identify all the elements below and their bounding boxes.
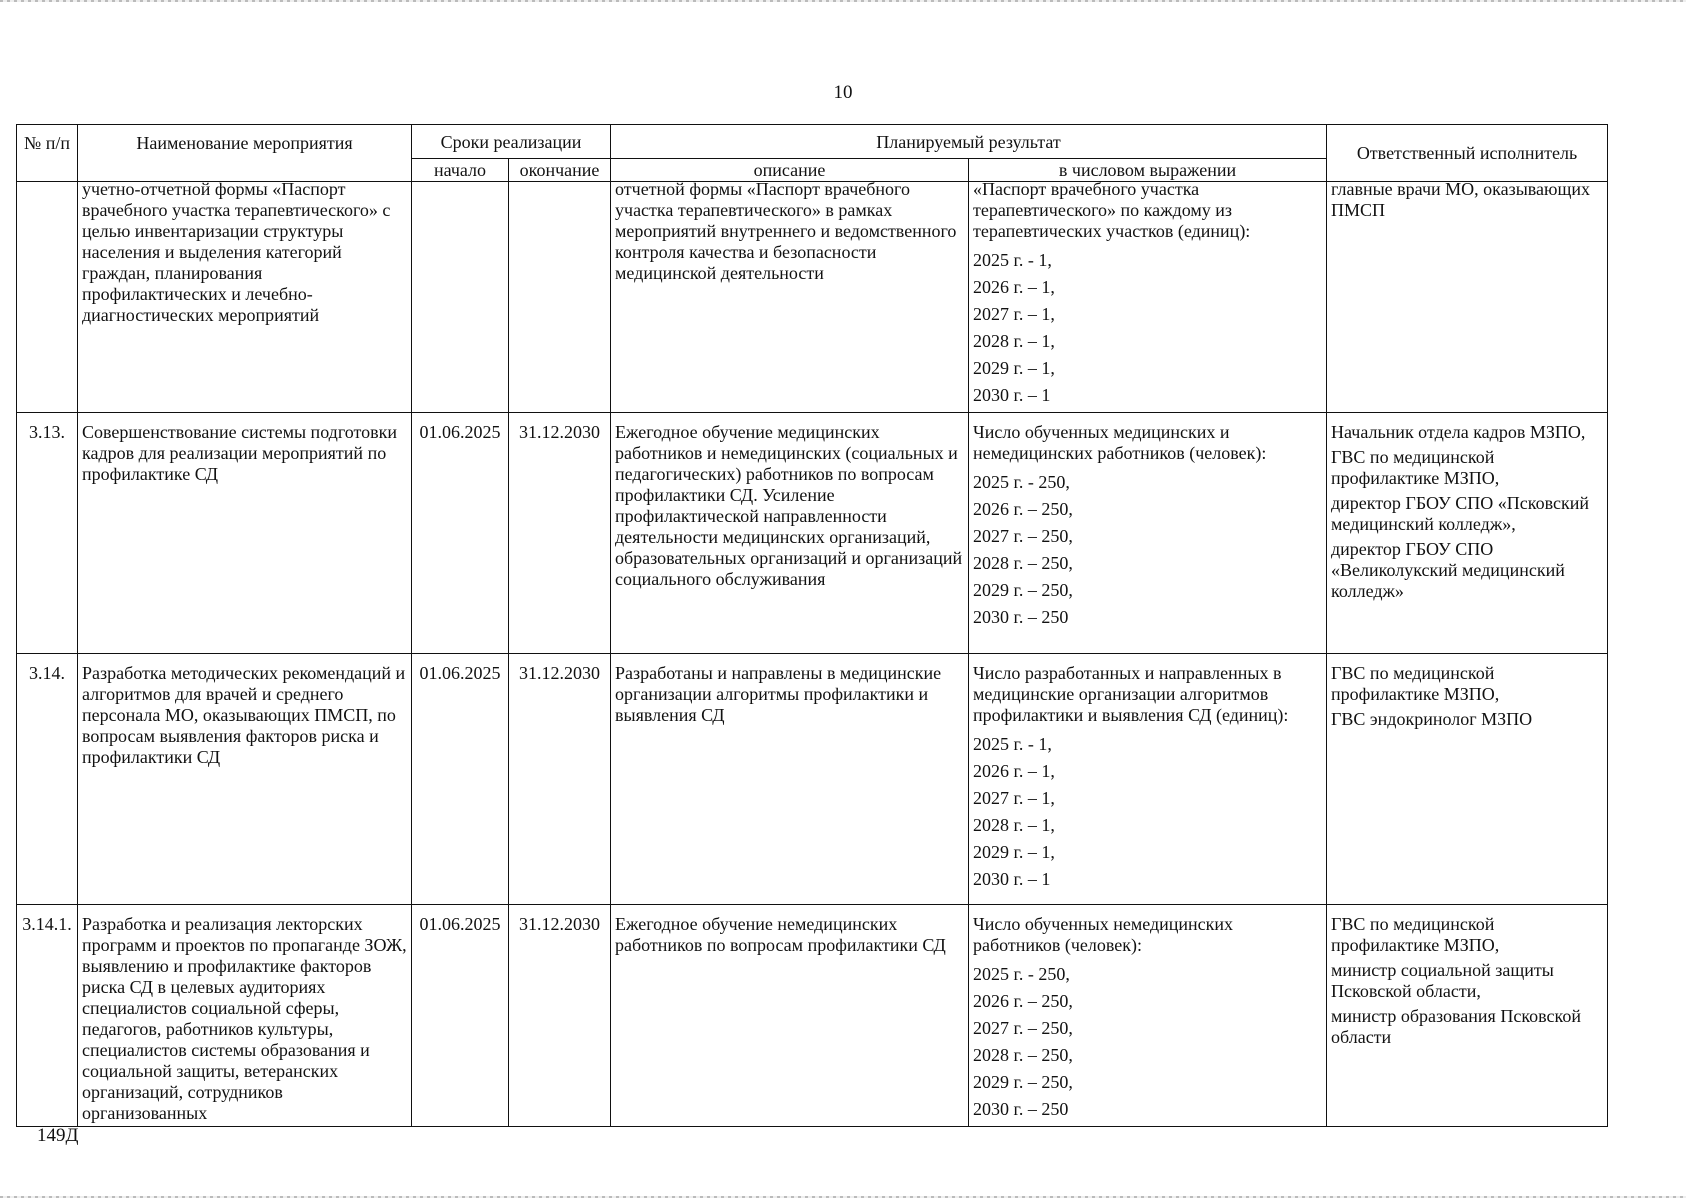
scan-edge-bottom: [0, 1196, 1686, 1198]
header-responsible: Ответственный исполнитель: [1327, 125, 1608, 182]
result-description: Ежегодное обучение медицинских работников и немедицинских (социальных и педагогических) работников по вопросам профилактики СД. Усиление профилактической направленности деятельности медицинских организаций, образовательных организаций и организаций социального обслуживания: [615, 422, 963, 589]
year-value: 2030 г. – 250: [973, 607, 1069, 627]
year-value: 2027 г. – 1,: [973, 788, 1055, 808]
responsible-item: ГВС по медицинской профилактике МЗПО,: [1331, 447, 1500, 488]
year-value: 2029 г. – 250,: [973, 580, 1073, 600]
start-date: [412, 182, 509, 413]
table-row: [17, 182, 1608, 413]
header-number: № п/п: [17, 125, 78, 182]
header-terms: Сроки реализации: [412, 125, 611, 159]
year-value: 2026 г. – 250,: [973, 499, 1073, 519]
result-description: Ежегодное обучение немедицинских работников по вопросам профилактики СД: [615, 914, 946, 955]
year-value: 2026 г. – 1,: [973, 277, 1055, 297]
year-value: 2029 г. – 250,: [973, 1072, 1073, 1092]
header-start: начало: [412, 159, 509, 182]
header-planned-result: Планируемый результат: [611, 125, 1327, 159]
numeric-result-text: «Паспорт врачебного участка терапевтического» по каждому из терапевтических участков (единиц):: [973, 179, 1251, 241]
year-value: 2025 г. - 1,: [973, 250, 1052, 270]
year-value: 2028 г. – 1,: [973, 815, 1055, 835]
year-value: 2026 г. – 1,: [973, 761, 1055, 781]
numeric-result-text: Число обученных немедицинских работников (человек):: [973, 914, 1234, 955]
header-numeric: в числовом выражении: [969, 159, 1327, 182]
header-description: описание: [611, 159, 969, 182]
end-date: 31.12.2030: [509, 905, 611, 1127]
responsible-item: ГВС по медицинской профилактике МЗПО,: [1331, 663, 1500, 704]
year-value: 2030 г. – 1: [973, 385, 1051, 405]
document-code: 149Д: [37, 1125, 79, 1146]
year-value: 2025 г. - 1,: [973, 734, 1052, 754]
result-description: Разработаны и направлены в медицинские организации алгоритмы профилактики и выявления СД: [615, 663, 942, 725]
table-row: [17, 654, 1608, 905]
numeric-result-text: Число разработанных и направленных в медицинские организации алгоритмов профилактики и выявления СД (единиц):: [973, 663, 1289, 725]
end-date: [509, 182, 611, 413]
responsible-list: [1331, 415, 1603, 602]
responsible-item: ГВС по медицинской профилактике МЗПО,: [1331, 914, 1500, 955]
header-end: окончание: [509, 159, 611, 182]
year-value: 2030 г. – 1: [973, 869, 1051, 889]
year-value: 2029 г. – 1,: [973, 358, 1055, 378]
year-value: 2026 г. – 250,: [973, 991, 1073, 1011]
yearly-values: [973, 247, 1322, 409]
yearly-values: [973, 731, 1322, 893]
year-value: 2025 г. - 250,: [973, 472, 1070, 492]
responsible-item: директор ГБОУ СПО «Великолукский медицинский колледж»: [1331, 539, 1565, 601]
responsible-list: [1331, 907, 1603, 1048]
event-name: Разработка и реализация лекторских программ и проектов по пропаганде ЗОЖ, выявлению и профилактике факторов риска СД в целевых аудиториях специалистов социальной сферы, педагогов, работников культуры, специалистов системы образования и социальной защиты, ветеранских организаций, сотрудников организованных: [82, 914, 407, 1123]
start-date: 01.06.2025: [412, 654, 509, 905]
end-date: 31.12.2030: [509, 654, 611, 905]
year-value: 2027 г. – 250,: [973, 526, 1073, 546]
responsible-item: главные врачи МО, оказывающих ПМСП: [1331, 179, 1590, 220]
row-number: 3.14.: [17, 654, 78, 905]
responsible-list: [1331, 656, 1603, 730]
year-value: 2029 г. – 1,: [973, 842, 1055, 862]
action-plan-table: [16, 124, 1608, 1127]
end-date: 31.12.2030: [509, 413, 611, 654]
table-row: [17, 905, 1608, 1127]
page-number: 10: [833, 82, 853, 103]
year-value: 2027 г. – 250,: [973, 1018, 1073, 1038]
scan-edge-top: [0, 0, 1686, 2]
responsible-item: министр социальной защиты Псковской области,: [1331, 960, 1554, 1001]
year-value: 2028 г. – 250,: [973, 553, 1073, 573]
yearly-values: [973, 961, 1322, 1123]
event-name: Разработка методических рекомендаций и алгоритмов для врачей и среднего персонала МО, оказывающих ПМСП, по вопросам выявления факторов риска и профилактики СД: [82, 663, 406, 767]
responsible-item: директор ГБОУ СПО «Псковский медицинский колледж»,: [1331, 493, 1590, 534]
responsible-item: ГВС эндокринолог МЗПО: [1331, 709, 1533, 729]
responsible-item: министр образования Псковской области: [1331, 1006, 1581, 1047]
table-row: [17, 413, 1608, 654]
event-name: учетно-отчетной формы «Паспорт врачебного участка терапевтического» с целью инвентаризации структуры населения и выделения категорий граждан, планирования профилактических и лечебно-диагностических мероприятий: [82, 179, 391, 325]
responsible-list: [1331, 179, 1603, 221]
row-number: [17, 182, 78, 413]
row-number: 3.14.1.: [17, 905, 78, 1127]
year-value: 2027 г. – 1,: [973, 304, 1055, 324]
result-description: отчетной формы «Паспорт врачебного участка терапевтического» в рамках мероприятий внутреннего и ведомственного контроля качества и безопасности медицинской деятельности: [615, 179, 957, 283]
year-value: 2025 г. - 250,: [973, 964, 1070, 984]
start-date: 01.06.2025: [412, 413, 509, 654]
year-value: 2028 г. – 1,: [973, 331, 1055, 351]
responsible-item: Начальник отдела кадров МЗПО,: [1331, 422, 1586, 442]
yearly-values: [973, 469, 1322, 631]
header-event-name: Наименование мероприятия: [78, 125, 412, 182]
event-name: Совершенствование системы подготовки кадров для реализации мероприятий по профилактике СД: [82, 422, 398, 484]
year-value: 2030 г. – 250: [973, 1099, 1069, 1119]
row-number: 3.13.: [17, 413, 78, 654]
start-date: 01.06.2025: [412, 905, 509, 1127]
year-value: 2028 г. – 250,: [973, 1045, 1073, 1065]
numeric-result-text: Число обученных медицинских и немедицинских работников (человек):: [973, 422, 1267, 463]
